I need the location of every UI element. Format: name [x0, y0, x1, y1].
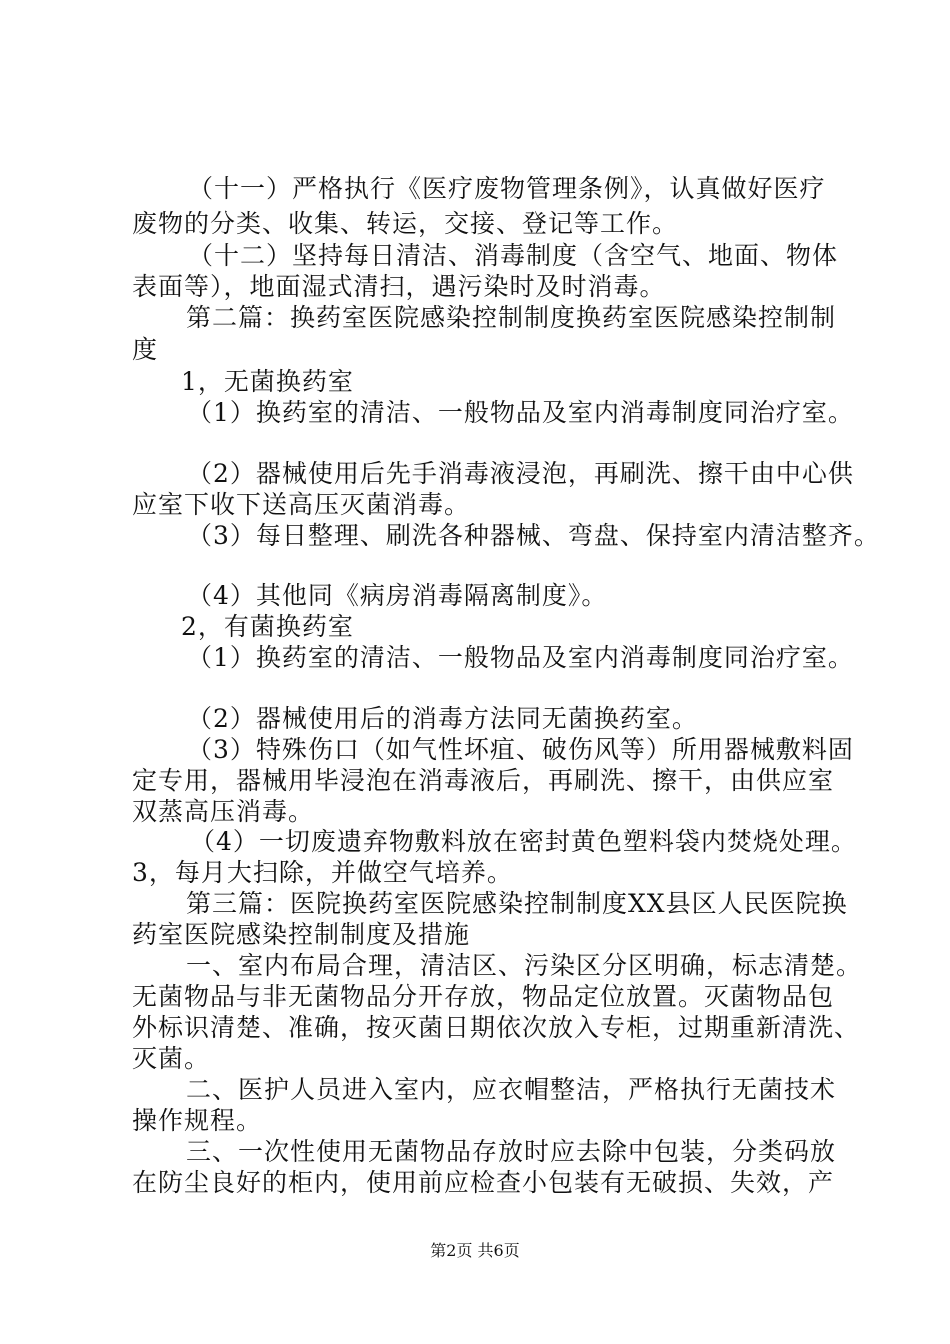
text-line: （十一）严格执行《医疗废物管理条例》，认真做好医疗 [188, 174, 826, 203]
text-line: 一、室内布局合理，清洁区、污染区分区明确，标志清楚。 [186, 951, 863, 980]
text-line: （2）器械使用后先手消毒液浸泡，再刷洗、擦干由中心供 [187, 459, 854, 488]
page-number-footer: 第2页 共6页 [430, 1241, 520, 1260]
text-line: 二、医护人员进入室内，应衣帽整洁，严格执行无菌技术 [186, 1075, 837, 1104]
text-line: 三、一次性使用无菌物品存放时应去除中包装，分类码放 [186, 1137, 837, 1166]
text-line: 外标识清楚、准确，按灭菌日期依次放入专柜，过期重新清洗、 [132, 1013, 861, 1042]
text-line: 灭菌。 [132, 1044, 211, 1073]
text-line: （十二）坚持每日清洁、消毒制度（含空气、地面、物体 [188, 241, 839, 270]
text-line: （2）器械使用后的消毒方法同无菌换药室。 [187, 704, 698, 733]
text-line: （4）一切废遗弃物敷料放在密封黄色塑料袋内焚烧处理。 [190, 827, 857, 856]
text-line: （4）其他同《病房消毒隔离制度》。 [187, 581, 608, 610]
text-line: 表面等），地面湿式清扫，遇污染时及时消毒。 [132, 272, 666, 301]
text-line: （1）换药室的清洁、一般物品及室内消毒制度同治疗室。 [187, 398, 854, 427]
subheading: 3，每月大扫除，并做空气培养。 [132, 858, 513, 887]
subheading: 1，无菌换药室 [181, 367, 354, 396]
text-line: （3）特殊伤口（如气性坏疽、破伤风等）所用器械敷料固 [187, 735, 854, 764]
text-line: 应室下收下送高压灭菌消毒。 [132, 490, 471, 519]
text-line: （1）换药室的清洁、一般物品及室内消毒制度同治疗室。 [187, 643, 854, 672]
subheading: 2，有菌换药室 [181, 612, 354, 641]
text-line: 双蒸高压消毒。 [132, 797, 315, 826]
section-heading: 第三篇：医院换药室医院感染控制制度XX县区人民医院换 [186, 889, 848, 918]
section-heading: 度 [132, 335, 159, 364]
section-heading: 第二篇：换药室医院感染控制制度换药室医院感染控制制 [186, 303, 837, 332]
text-line: （3）每日整理、刷洗各种器械、弯盘、保持室内清洁整齐。 [187, 521, 880, 550]
text-line: 废物的分类、收集、转运，交接、登记等工作。 [132, 209, 679, 238]
text-line: 操作规程。 [132, 1106, 263, 1135]
section-heading: 药室医院感染控制制度及措施 [132, 920, 471, 949]
text-line: 定专用，器械用毕浸泡在消毒液后，再刷洗、擦干，由供应室 [132, 766, 835, 795]
text-line: 无菌物品与非无菌物品分开存放，物品定位放置。灭菌物品包 [132, 982, 835, 1011]
text-line: 在防尘良好的柜内，使用前应检查小包装有无破损、失效，产 [132, 1168, 835, 1197]
